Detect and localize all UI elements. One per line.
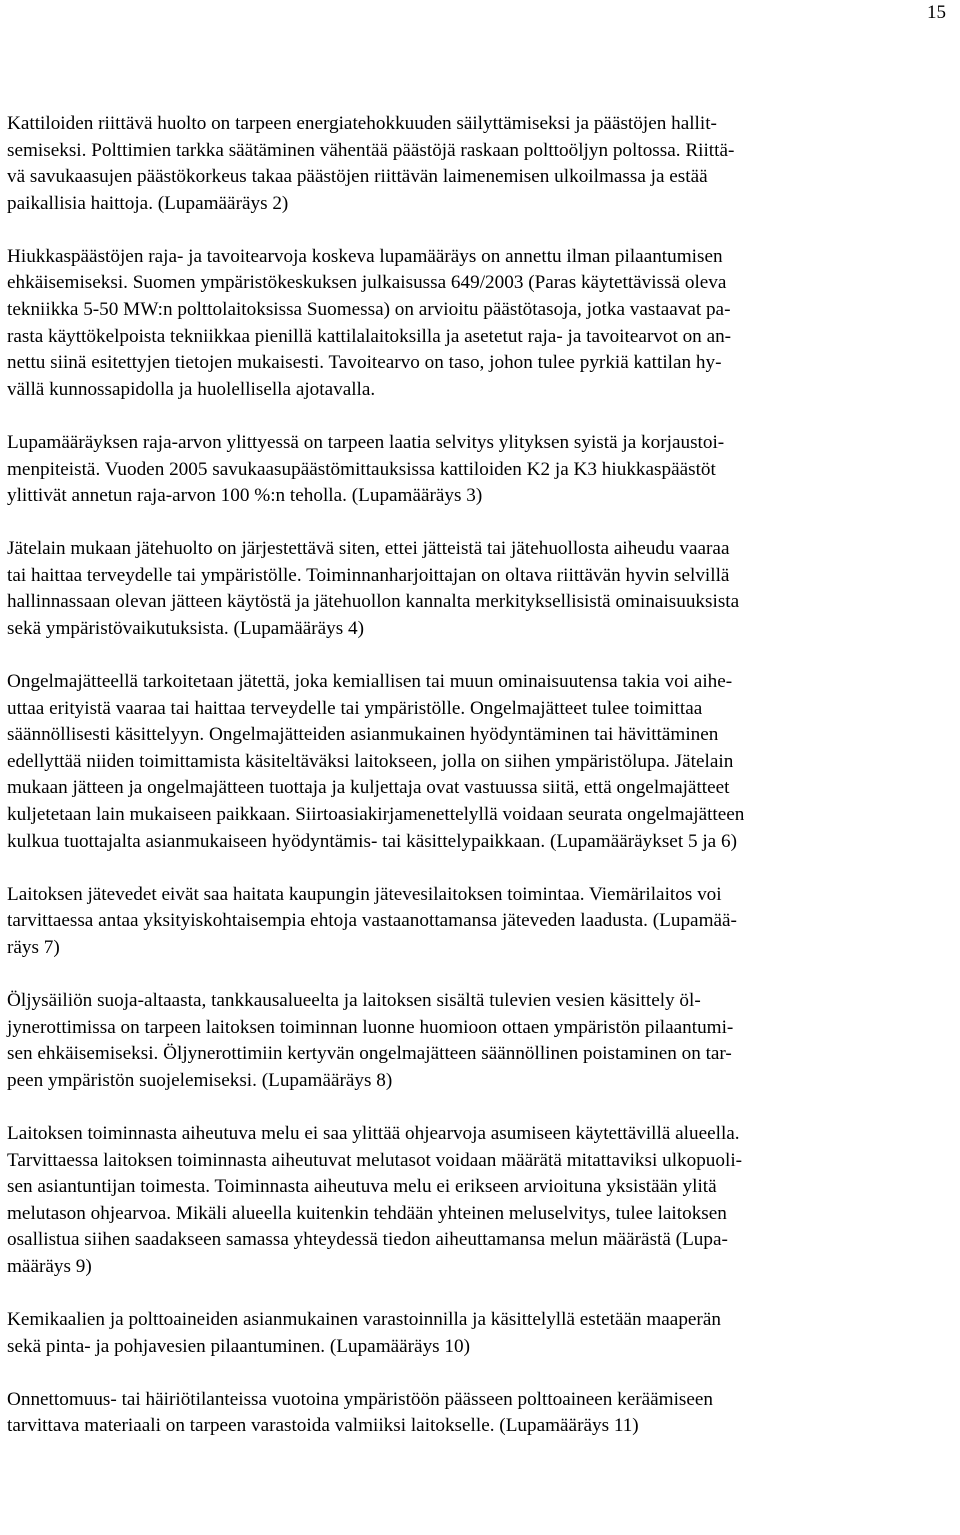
paragraph-accidents: Onnettomuus- tai häiriötilanteissa vuotoina ympäristöön päässeen polttoaineen keräämiseen tarvittava materiaali on tarpeen varastoida valmiiksi laitokselle. (Lupamääräys 11) — [7, 1388, 714, 1437]
paragraph-hazardous-waste: Ongelmajätteellä tarkoitetaan jätettä, joka kemiallisen tai muun ominaisuutensa takia voi aihe- uttaa erityistä vaaraa tai haittaa terveydelle tai ympäristölle. Ongelmajätteet tulee toimittaa säännöllisesti käsittelyyn. Ongelmajätteiden asianmukainen hyödyntäminen tai hävittäminen edellyttää niiden toimittamista käsiteltäväksi laitokseen, jolla on siihen ympäristölupa. Jätelain mukaan jätteen ja ongelmajätteen tuottaja ja kuljettaja ovat vastuussa siitä, että ongelmajätteet kuljetetaan lain mukaiseen paikkaan. Siirtoasiakirjamenettelyllä voidaan seurata ongelmajätteen kulkua tuottajalta asianmukaiseen hyödyntämis- tai käsittelypaikkaan. (Lupamääräykset 5 ja 6) — [7, 671, 745, 852]
paragraph-oil-separators: Öljysäiliön suoja-altaasta, tankkausalueelta ja laitoksen sisältä tulevien vesien käsittely öl- jynerottimissa on tarpeen laitoksen toiminnan luonne huomioon ottaen ympäristön pilaantumi- sen ehkäisemiseksi. Öljynerottimiin kertyvän ongelmajätteen säännöllinen poistaminen on tar- peen ympäristön suojelemiseksi. (Lupamääräys 8) — [7, 990, 734, 1091]
paragraph-boiler-maintenance: Kattiloiden riittävä huolto on tarpeen energiatehokkuuden säilyttämiseksi ja päästöjen hallit- semiseksi. Polttimien tarkka säätäminen vähentää päästöjä raskaan polttoöljyn poltossa. Riittä- vä savukaasujen päästökorkeus takaa päästöjen riittävän laimenemisen ulkoilmassa ja estää paikallisia haittoja. (Lupamääräys 2) — [7, 113, 735, 214]
paragraph-wastewater: Laitoksen jätevedet eivät saa haitata kaupungin jätevesilaitoksen toimintaa. Viemärilaitos voi tarvittaessa antaa yksityiskohtaisempia ehtoja vastaanottamansa jäteveden laadusta. (Lupamää- räys 7) — [7, 883, 737, 958]
paragraph-particle-emissions: Hiukkaspäästöjen raja- ja tavoitearvoja koskeva lupamääräys on annettu ilman pilaantumisen ehkäisemiseksi. Suomen ympäristökeskuksen julkaisussa 649/2003 (Paras käytettävissä oleva tekniikka 5-50 MW:n polttolaitoksissa Suomessa) on arvioitu päästötasoja, jotka vastaavat pa- rasta käyttökelpoista tekniikkaa pienillä kattilalaitoksilla ja asetetut raja- ja tavoitearvot on an- nettu siinä esitettyjen tietojen mukaisesti. Tavoitearvo on taso, johon tulee pyrkiä kattilan hy- vällä kunnossapidolla ja huolellisella ajotavalla. — [7, 245, 732, 400]
page-number: 15 — [927, 2, 946, 23]
paragraph-waste-management: Jätelain mukaan jätehuolto on järjestettävä siten, ettei jätteistä tai jätehuollosta aiheudu vaaraa tai haittaa terveydelle tai ympäristölle. Toiminnanharjoittajan on oltava riittävän hyvin selvillä hallinnassaan olevan jätteen käytöstä ja jätehuollon kannalta merkityksellisistä ominaisuuksista sekä ympäristövaikutuksista. (Lupamääräys 4) — [7, 538, 740, 639]
paragraph-limit-exceedance: Lupamääräyksen raja-arvon ylittyessä on tarpeen laatia selvitys ylityksen syistä ja korjaustoi- menpiteistä. Vuoden 2005 savukaasupäästömittauksissa kattiloiden K2 ja K3 hiukkaspäästöt ylittivät annetun raja-arvon 100 %:n teholla. (Lupamääräys 3) — [7, 431, 725, 507]
document-body — [7, 111, 952, 1466]
paragraph-noise: Laitoksen toiminnasta aiheutuva melu ei saa ylittää ohjearvoja asumiseen käytettävillä alueella. Tarvittaessa laitoksen toiminnasta aiheutuvat melutasot voidaan määrätä mitattaviksi ulkopuoli- sen asiantuntijan toimesta. Toiminnasta aiheutuva melu ei erikseen arvioituna yksistään ylitä melutason ohjearvoa. Mikäli alueella kuitenkin tehdään yhteinen meluselvitys, tulee laitoksen osallistua siihen saadakseen samassa yhteydessä tiedon aiheuttamansa melun määrästä (Lupa- määräys 9) — [7, 1122, 743, 1277]
paragraph-chemicals: Kemikaalien ja polttoaineiden asianmukainen varastoinnilla ja käsittelyllä estetään maaperän sekä pinta- ja pohjavesien pilaantuminen. (Lupamääräys 10) — [7, 1308, 721, 1357]
